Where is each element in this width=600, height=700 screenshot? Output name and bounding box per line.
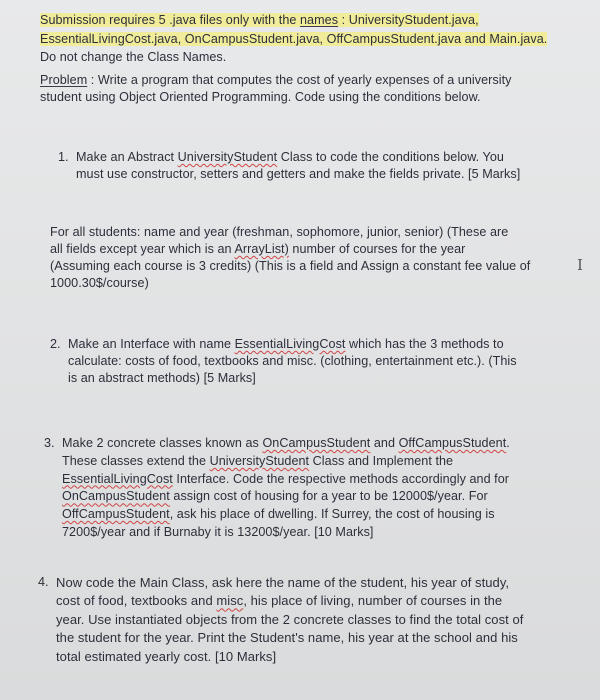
item-3-line-6: 7200$/year and if Burnaby it is 13200$/year. [10 Marks] — [62, 524, 374, 539]
class-name-universitystudent-2: UniversityStudent — [209, 453, 310, 468]
item-3-line-1 — [62, 435, 587, 453]
problem-line-1 — [40, 72, 585, 89]
class-name-offcampusstudent: OffCampusStudent — [398, 436, 507, 450]
item-2-number: 2. — [50, 337, 61, 351]
item-2-line-1 — [68, 336, 583, 353]
misc-word: misc — [216, 593, 244, 609]
submission-line-2 — [40, 31, 585, 48]
students-line-1: For all students: name and year (freshman, sophomore, junior, senior) (These are — [50, 225, 509, 239]
item-1-line-2: must use constructor, setters and getters and make the fields private. [5 Marks] — [76, 167, 521, 181]
item-4-number: 4. — [38, 575, 49, 589]
item-1-text-a: Make an Abstract — [76, 150, 178, 164]
submission-line-1 — [40, 12, 585, 29]
class-name-universitystudent: UniversityStudent — [177, 150, 278, 164]
problem-statement — [40, 72, 585, 106]
item-4 — [56, 574, 591, 666]
interface-name-essentiallivingcost-2: EssentialLivingCost — [62, 471, 173, 486]
item-4-line-5: total estimated yearly cost. [10 Marks] — [56, 648, 277, 664]
students-line-4: 1000.30$/course) — [50, 276, 149, 290]
item-4-text-b: cost of food, textbooks and — [56, 593, 217, 609]
item-4-line-4: the student for the year. Print the Student's name, his year at the school and his — [56, 630, 518, 646]
item-2-line-3: is an abstract methods) [5 Marks] — [68, 371, 256, 385]
item-3-text-c: and — [370, 436, 399, 450]
students-fields — [50, 224, 570, 292]
students-line-3: (Assuming each course is 3 credits) (This is a field and Assign a constant fee value of — [50, 259, 531, 273]
item-3-text-j: Interface. Code the respective methods accordingly and for — [172, 471, 510, 486]
item-4-line-3: year. Use instantiated objects from the 2 concrete classes to find the total cost of — [56, 611, 524, 627]
item-1-line-1 — [76, 149, 586, 166]
text-cursor-icon: I — [577, 256, 583, 274]
item-3-text-l: assign cost of housing for a year to be 12000$/year. For — [169, 489, 488, 504]
problem-line-2: student using Object Oriented Programming. Code using the conditions below. — [40, 90, 481, 104]
item-4-line-1: Now code the Main Class, ask here the name of the student, his year of study, — [56, 575, 510, 590]
students-text-c: number of courses for the year — [288, 242, 466, 256]
item-3-number: 3. — [44, 436, 55, 450]
item-3-text-e: . — [506, 436, 510, 450]
item-3-line-4 — [62, 488, 587, 506]
submission-line-3: Do not change the Class Names. — [40, 50, 227, 64]
arraylist-word: ArrayList) — [234, 242, 289, 256]
item-2-text-a: Make an Interface with name — [68, 337, 235, 351]
item-3-line-5 — [62, 506, 587, 524]
submission-files: EssentialLivingCost.java, OnCampusStudent.java, OffCampusStudent.java and Main.java. — [40, 32, 548, 46]
class-name-oncampusstudent: OnCampusStudent — [262, 436, 371, 450]
submission-text-1: Submission requires 5 .java files only with the — [40, 13, 300, 27]
students-text-a: all fields except year which is an — [50, 242, 235, 256]
submission-names: names — [300, 13, 339, 27]
submission-requirements — [40, 12, 585, 66]
submission-text-2: : UniversityStudent.java, — [338, 13, 479, 27]
item-1-text-c: Class to code the conditions below. You — [277, 150, 504, 164]
item-3-text-a: Make 2 concrete classes known as — [62, 436, 263, 450]
item-3-text-n: , ask his place of dwelling. If Surrey, the cost of housing is — [169, 507, 495, 522]
class-name-oncampusstudent-2: OnCampusStudent — [62, 489, 170, 504]
item-4-text-d: , his place of living, number of courses in the — [243, 593, 503, 609]
interface-name-essentiallivingcost: EssentialLivingCost — [234, 337, 346, 351]
item-3-text-h: Class and Implement the — [309, 453, 454, 468]
item-2-text-c: which has the 3 methods to — [345, 337, 504, 351]
item-3 — [62, 435, 587, 542]
item-1-number: 1. — [58, 150, 69, 164]
item-3-line-2 — [62, 453, 587, 471]
item-4-line-2 — [56, 592, 591, 610]
class-name-offcampusstudent-2: OffCampusStudent — [62, 507, 170, 522]
item-2 — [68, 336, 583, 387]
problem-text-1: : Write a program that computes the cost of yearly expenses of a university — [87, 73, 512, 87]
item-1 — [76, 149, 586, 183]
students-line-2 — [50, 241, 570, 258]
item-3-text-f: These classes extend the — [62, 453, 210, 468]
item-3-line-3 — [62, 471, 587, 489]
item-2-line-2: calculate: costs of food, textbooks and misc. (clothing, entertainment etc.). (This — [68, 354, 517, 368]
problem-label: Problem — [40, 73, 88, 87]
